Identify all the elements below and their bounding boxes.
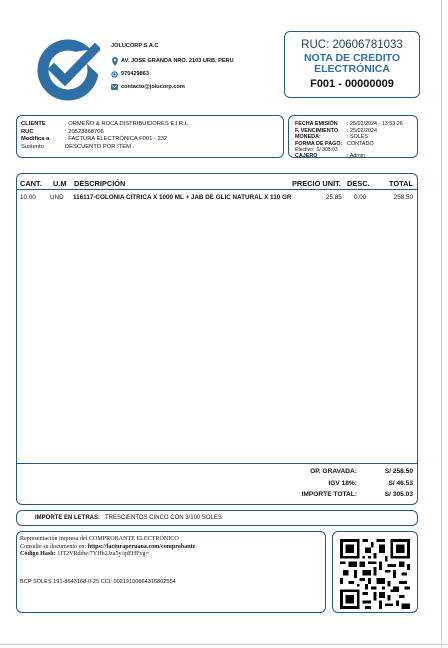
header-unit: U.M [53, 179, 67, 188]
cashier-value: : Admin [347, 152, 365, 159]
items-table [16, 173, 418, 505]
header-discount: DESC. [347, 179, 370, 188]
document-header-box [284, 31, 420, 98]
location-pin-icon [111, 57, 118, 66]
representation-line: Representación impresa del COMPROBANTE ELECTRÓNICO [20, 536, 179, 542]
row-discount: 0.00 [354, 194, 367, 201]
consult-prefix: Consulte su documento en: [20, 543, 88, 550]
row-qty: 10.00 [20, 194, 36, 201]
hash-label: Código Hash: [20, 551, 58, 557]
qr-box [332, 531, 418, 613]
document-title: NOTA DE CREDITO ELECTRÓNICA [303, 52, 401, 75]
reason-label: Sustento [21, 144, 44, 150]
currency-label: MONEDA: [295, 134, 321, 140]
modifies-label: Modifica a [21, 136, 50, 142]
client-row [21, 121, 190, 127]
client-ruc-label: RUC [21, 128, 34, 135]
company-address: AV. JOSE GRANDA NRO. 2103 URB. PERU [121, 58, 234, 64]
consult-url[interactable]: https://facturaperuana.com/comprobante [87, 543, 196, 550]
consult-line [20, 544, 195, 550]
company-name: JOLUCORP S.A.C [111, 43, 159, 49]
document-number: F001 - 00000009 [310, 78, 394, 90]
page-edge-bottom [0, 644, 448, 645]
hash-value: 1IT2VRddw/7YHb2Jza5y/ipEHFyg= [57, 551, 150, 557]
client-ruc-row [21, 129, 104, 135]
header-unit-price: PRECIO UNIT. [292, 179, 341, 188]
taxable-label: OP. GRAVADA: [310, 468, 357, 475]
mail-icon [111, 84, 118, 90]
currency-row [295, 134, 368, 140]
payment-label: FORMA DE PAGO: [295, 140, 343, 147]
amount-in-letters-label: IMPORTE EN LETRAS: [35, 515, 101, 521]
total-label: IMPORTE TOTAL: [301, 491, 357, 498]
totals-divider [17, 463, 417, 464]
payment-value: CONTADO [347, 140, 374, 147]
header-qty: CANT. [20, 179, 42, 188]
modifies-value: : FACTURA ELECTRÓNICA F001 - 232 [65, 136, 168, 142]
issue-date-row [295, 121, 403, 127]
row-unit: UND [50, 194, 64, 201]
company-phone-row [111, 69, 234, 79]
row-description: 116117-COLONIA CITRICA X 1000 ML + JAB DE GLIC NATURAL X 110 GR [73, 194, 292, 201]
header-divider [17, 189, 417, 190]
reason-value: DESCUENTO POR ITEM - [65, 144, 135, 150]
due-date-label: F. VENCIMIENTO [295, 127, 339, 134]
igv-value: S/ 46.53 [388, 480, 413, 487]
issue-date-label: FECHA EMISIÓN [295, 121, 338, 127]
header-description: DESCRIPCIÓN [74, 179, 126, 188]
cash-label: Efectivo: [295, 147, 315, 153]
total-value: S/ 305.03 [384, 491, 413, 498]
qr-code-icon [340, 539, 410, 609]
cash-value: S/ 305.03 [316, 147, 338, 153]
hash-line [20, 551, 149, 557]
due-date-value: : 25/02/2024 [347, 127, 377, 134]
whatsapp-icon [111, 71, 118, 78]
issuer-ruc: RUC: 20606781033 [301, 39, 403, 51]
row-unit-price: 25.85 [326, 194, 342, 201]
row-total: 258.50 [393, 194, 413, 201]
amount-in-letters-box [16, 510, 418, 526]
client-value: : ORMEÑO & ROCA DISTRIBUIDORES E.I.R.L. [65, 121, 190, 127]
taxable-value: S/ 258.50 [384, 468, 413, 475]
bank-account: BCP SOLES 191-8643168-0-25 CCI: 00219100864316802554 [20, 579, 176, 585]
client-label: CLIENTE [21, 121, 46, 127]
company-info [111, 43, 234, 95]
igv-label: IGV 18%: [328, 480, 357, 487]
cashier-label: CAJERO [295, 152, 318, 159]
dates-info-box [288, 115, 418, 158]
payment-row [295, 141, 374, 147]
header-total: TOTAL [389, 179, 413, 188]
company-email-row [111, 82, 234, 92]
reason-row [21, 144, 134, 150]
company-logo [36, 38, 100, 102]
company-phone: 970429863 [121, 71, 149, 77]
company-email[interactable]: contacto@jolucorp.com [121, 84, 185, 90]
cashier-row [295, 153, 365, 159]
page-edge-right [441, 0, 442, 648]
amount-in-letters-value: TRESCIENTOS CINCO CON 3/100 SOLES [105, 515, 222, 521]
company-address-row [111, 56, 234, 66]
due-date-row [295, 128, 377, 134]
footer-box [16, 531, 326, 613]
issue-date-value: : 25/02/2024 - 13:53:26 [347, 121, 403, 127]
currency-value: : SOLES [347, 134, 368, 140]
client-info-box [16, 115, 284, 158]
client-ruc-value: : 20523868706 [65, 128, 104, 135]
modifies-row [21, 136, 167, 142]
